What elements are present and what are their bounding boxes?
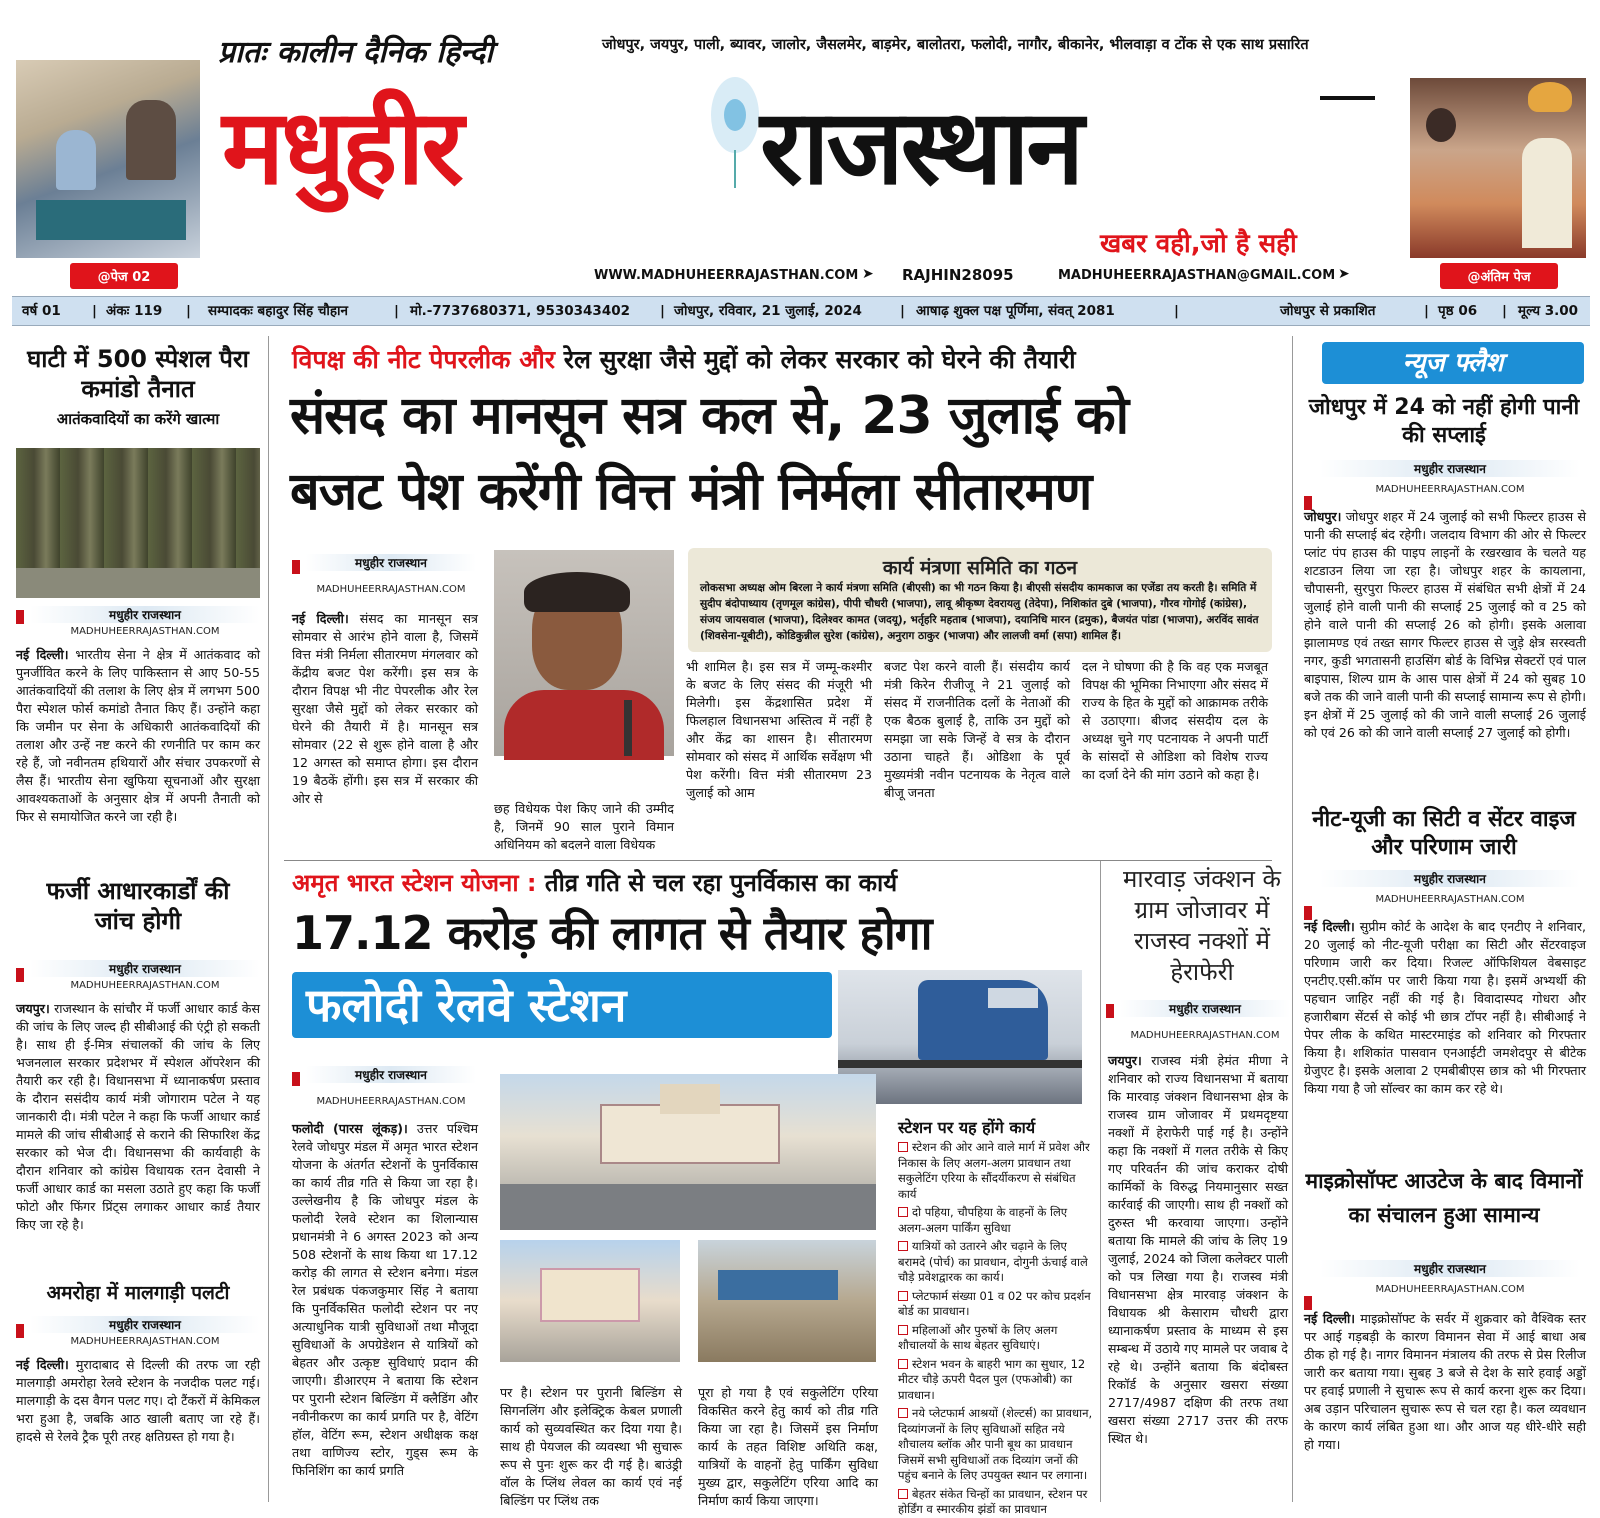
station-platform-photo: [500, 1240, 680, 1362]
lead-headline-line2: बजट पेश करेंगी वित्त मंत्री निर्मला सीतारमण: [290, 462, 1092, 522]
date: जोधपुर, रविवार, 21 जुलाई, 2024: [674, 303, 862, 319]
left-subhead-1: आतंकवादियों का करेंगे खात्मा: [56, 410, 220, 428]
lead-headline-line1: संसद का मानसून सत्र कल से, 23 जुलाई को: [290, 386, 1129, 446]
committee-box-text: लोकसभा अध्यक्ष ओम बिरला ने कार्य मंत्रणा समिति (बीएसी) का भी गठन किया है। बीएसी संसदीय कामकाज का एजेंडा तय करती है। समिति में सुदीप बंदोपाध्याय (तृणमूल कांग्रेस), पीपी चौधरी (भाजपा), लावू श्रीकृष्ण देवरायलु (तेदेपा), निशिकांत दुबे (भाजपा), गौरव गोगोई (कांग्रेस), संजय जायसवाल (भाजपा), दिलेश्वर कामत (जदयू), भर्तृहरि महताब (भाजपा), दयानिधि मारन (द्रमुक), बैजयंत पांडा (भाजपा), अरविंद सावंत (शिवसेना-यूबीटी), कोडिकुन्नील सुरेश (कांग्रेस), अनुराग ठाकुर (भाजपा) और लालजी वर्मा (सपा) शामिल हैं।: [700, 582, 1259, 642]
hindu-date: आषाढ़ शुक्ल पक्ष पूर्णिमा, संवत् 2081: [916, 303, 1115, 319]
email-link[interactable]: MADHUHEERRAJASTHAN@GMAIL.COM: [1058, 268, 1336, 283]
source-url: MADHUHEERRAJASTHAN.COM: [70, 980, 220, 991]
left-headline-1: घाटी में 500 स्पेशल पैरा कमांडो तैनात: [27, 345, 249, 403]
committee-box-title: कार्य मंत्रणा समिति का गठन: [882, 557, 1078, 579]
editor: सम्पादकः बहादुर सिंह चौहान: [208, 303, 349, 319]
registration-number: RAJHIN28095: [902, 266, 1014, 284]
marker: [292, 1072, 300, 1086]
website-link[interactable]: WWW.MADHUHEERRAJASTHAN.COM: [594, 268, 859, 283]
published-from: जोधपुर से प्रकाशित: [1280, 303, 1376, 319]
pointer-icon: ➤: [862, 266, 874, 282]
work-item: प्लेटफार्म संख्या 01 व 02 पर कोच प्रदर्शन बोर्ड का प्रावधान।: [898, 1289, 1094, 1320]
station-render-photo: [500, 1074, 876, 1230]
info-bar: वर्ष 01 | अंकः 119 | सम्पादकः बहादुर सिंह चौहान | मो.-7737680371, 9530343402 | जोधपुर, रविवार, 21 जुलाई, 2024 | आषाढ़ शुक्ल पक्ष पूर्णिमा, संवत् 2081 | जोधपुर से प्रकाशित | पृष्ठ 06 | मूल्य 3.00: [12, 296, 1590, 326]
marker: [1106, 1004, 1114, 1018]
right-headline-3: माइक्रोसॉफ्ट आउटेज के बाद विमानों का संचालन हुआ सामान्य: [1305, 1169, 1583, 1227]
marker: [1304, 1296, 1312, 1310]
station-headline: 17.12 करोड़ की लागत से तैयार होगा: [292, 906, 932, 960]
station-kicker-red: अमृत भारत स्टेशन योजना :: [292, 869, 537, 897]
lead-kicker-red: विपक्ष की नीट पेपरलीक और: [292, 345, 555, 374]
byline: मधुहीर राजस्थान: [306, 1066, 476, 1083]
masthead-title-red: मधुहीर: [222, 86, 461, 208]
left-headline-3: अमरोहा में मालगाड़ी पलटी: [46, 1282, 230, 1304]
source-url: MADHUHEERRAJASTHAN.COM: [316, 1096, 466, 1107]
lead-col-4: बजट पेश करने वाली हैं। संसदीय कार्य मंत्री किरेन रीजीजू ने 21 जुलाई को संसद में राजनीतिक दलों के नेताओं की एक बैठक बुलाई है, ताकि उन मुद्दों को समझा जा सके जिन्हें वे सत्र के दौरान उठाना चाहते हैं। ओडिशा के पूर्व मुख्यमंत्री नवीन पटनायक के नेतृत्व वाले बीजू जनता: [884, 659, 1070, 800]
byline: मधुहीर राजस्थान: [1320, 870, 1580, 887]
column-rule: [268, 336, 269, 1502]
station-works-list: [898, 1140, 1094, 1516]
lead-col-3: भी शामिल है। इस सत्र में जम्मू-कश्मीर के बजट के लिए संसद की मंजूरी भी मिलेगी। इस केंद्रशासित प्रदेश में फिलहाल विधानसभा अस्तित्व में नहीं है और केंद्र का शासन है। सीतारमण सोमवार को संसद में आर्थिक सर्वेक्षण भी पेश करेंगी। वित्त मंत्री सीतारमण 23 जुलाई को आम: [686, 659, 872, 800]
work-item: बेहतर संकेत चिन्हों का प्रावधान, स्टेशन पर होर्डिंग व स्मारकीय झंडों का प्रावधान: [898, 1487, 1094, 1518]
lead-col-2: छह विधेयक पेश किए जाने की उम्मीद है, जिनमें 90 साल पुराने विमान अधिनियम को बदलने वाला विधेयक: [494, 801, 674, 852]
column-rule: [1100, 860, 1101, 1502]
station-works-title: स्टेशन पर यह होंगे कार्य: [898, 1118, 1036, 1137]
source-url: MADHUHEERRAJASTHAN.COM: [1130, 1030, 1280, 1041]
commandos-photo: [16, 448, 260, 598]
sitharaman-photo: [494, 550, 674, 756]
work-item: यात्रियों को उतारने और चढ़ाने के लिए बरामदे (पोर्च) का प्रावधान, दोगुनी ऊंचाई वाले चौड़े प्रवेशद्वारक का कार्य।: [898, 1239, 1094, 1286]
masthead-title-black: राजस्थान: [760, 86, 1082, 208]
article-body: जोधपुर। जोधपुर शहर में 24 जुलाई को सभी फिल्टर हाउस से पानी की सप्लाई बंद रहेगी। जलदाय विभाग की ओर से फिल्टर प्लांट पंप हाउस की पाइप लाइनों के रखरखाव के चलते यह शटडाउन लिया जा रहा है। जोधपुर शहर के कायलाना, चौपासनी, सुरपुरा फिल्टर हाउस में संबंधित सभी क्षेत्रों में 24 जुलाई होने वाली पानी की सप्लाई 25 जुलाई को व 25 को होने वाले पानी की सप्लाई 26 को होगी। इसके अलावा झालामण्ड एवं तख्त सागर फिल्टर हाउस से जुड़े क्षेत्र सरस्वती नगर, कुडी भगतासनी हाउसिंग बोर्ड के विभिन्न सेक्टरों एवं पाल बाइपास, शिल्प ग्राम के आस पास क्षेत्रों में 24 को सुबह 10 बजे तक की जाने वाली पानी की सप्लाई सामान्य रूप से होगी। इन क्षेत्रों में 25 जुलाई को की जाने वाली सप्लाई 26 जुलाई को एवं 26 को की जाने वाली सप्लाई 27 जुलाई को होगी।: [1304, 509, 1586, 740]
marker: [16, 1324, 24, 1338]
byline: मधुहीर राजस्थान: [1320, 1260, 1580, 1277]
left-page-badge[interactable]: @पेज 02: [70, 263, 178, 289]
station-kicker-black: तीव्र गति से चल रहा पुनर्विकास का कार्य: [544, 869, 898, 897]
right-headline-2: नीट-यूजी का सिटी व सेंटर वाइज और परिणाम जारी: [1312, 807, 1576, 860]
lead-kicker-black: रेल सुरक्षा जैसे मुद्दों को लेकर सरकार को घेरने की तैयारी: [563, 345, 1076, 374]
construction-photo: [698, 1240, 876, 1362]
source-url: MADHUHEERRAJASTHAN.COM: [1375, 1284, 1525, 1295]
source-url: MADHUHEERRAJASTHAN.COM: [70, 626, 220, 637]
marker: [292, 560, 300, 574]
byline: मधुहीर राजस्थान: [30, 960, 260, 977]
left-photo: [16, 60, 200, 258]
work-item: स्टेशन की ओर आने वाले मार्ग में प्रवेश और निकास के लिए अलग-अलग प्रावधान तथा सकुलेटिंग एरिया के सौंदर्यीकरण से संबंधित कार्य: [898, 1140, 1094, 1202]
article-body: नई दिल्ली। भारतीय सेना ने क्षेत्र में आतंकवाद को पुनर्जीवित करने के लिए पाकिस्तान से आए 50-55 आतंकवादियों की तलाश के लिए क्षेत्र में लगभग 500 पैरा स्पेशल फोर्स कमांडो तैनात किए हैं। उन्होंने कहा कि जमीन पर सेना के अधिकारी आतंकवादियों की तलाश और उन्हें नष्ट करने की रणनीति पर काम कर रहे हैं, जो नवीनतम हथियारों और संचार उपकरणों से लैस हैं। भारतीय सेना खुफिया सूचनाओं और सुरक्षा आवश्यकताओं के अनुसार क्षेत्र में अपनी तैनाती को फिर से समायोजित करने जा रही है।: [16, 647, 261, 824]
slogan: खबर वही,जो है सही: [1100, 229, 1297, 259]
source-url: MADHUHEERRAJASTHAN.COM: [316, 584, 466, 595]
page-count: पृष्ठ 06: [1438, 303, 1478, 319]
marker: [16, 968, 24, 982]
column-rule: [1292, 336, 1293, 1502]
tagline: प्रातः कालीन दैनिक हिन्दी: [218, 35, 493, 70]
byline: मधुहीर राजस्थान: [30, 1316, 260, 1333]
editions-line: जोधपुर, जयपुर, पाली, ब्यावर, जालोर, जैसलमेर, बाड़मेर, बालोतरा, फलोदी, नागौर, बीकानेर, भीलवाड़ा व टोंक से एक साथ प्रसारित: [602, 37, 1309, 53]
issue: अंकः 119: [106, 303, 163, 319]
lead-col-1: नई दिल्ली। संसद का मानसून सत्र सोमवार से आरंभ होने वाला है, जिसमें वित्त मंत्री निर्मला सीतारमण मंगलवार को केंद्रीय बजट पेश करेंगी। इस सत्र के दौरान विपक्ष भी नीट पेपरलीक और रेल सुरक्षा जैसे मुद्दों को लेकर सरकार को घेरने की तैयारी में है। मानसून सत्र सोमवार (22 से शुरू होने वाला है और 12 अगस्त को समाप्त होगा। इस दौरान 19 बैठकें होंगी। इस सत्र में सरकार की ओर से: [292, 611, 478, 806]
byline: मधुहीर राजस्थान: [1120, 1000, 1290, 1017]
work-item: महिलाओं और पुरुषों के लिए अलग शौचालयों के साथ बेहतर सुविधाएं।: [898, 1323, 1094, 1354]
marwar-body: जयपुर। राजस्व मंत्री हेमंत मीणा ने शनिवार को राज्य विधानसभा में बताया कि मारवाड़ जंक्शन विधानसभा क्षेत्र के राजस्व ग्राम जोजावर में प्रथमदृष्टया नक्शों में हेराफेरी पाई गई है। उन्होंने कहा कि नक्शों में गलत तरीके से किए गए परिवर्तन की जांच कराकर दोषी कार्मिकों के विरुद्ध नियमानुसार सख्त कार्रवाई की जाएगी। साथ ही नक्शों को दुरुस्त भी करवाया जाएगा। उन्होंने बताया कि मामले की जांच के लिए 19 जुलाई, 2024 को जिला कलेक्टर पाली को पत्र लिखा गया है। राजस्व मंत्री विधानसभा क्षेत्र मारवाड़ जंक्शन के विधायक श्री केसाराम चौधरी द्वारा ध्यानाकर्षण प्रस्ताव के माध्यम से इस सम्बन्ध में उठाये गए मामले पर जवाब दे रहे थे। उन्होंने बताया कि बंदोबस्त रिकॉर्ड के अनुसार खसरा संख्या 2717/4987 दक्षिण की तरफ तथा खसरा संख्या 2717 उत्तर की तरफ स्थित थे।: [1108, 1053, 1288, 1446]
article-body: नई दिल्ली। सुप्रीम कोर्ट के आदेश के बाद एनटीए ने शनिवार, 20 जुलाई को नीट-यूजी परीक्षा का सिटी और सेंटरवाइज परिणाम जारी कर दिया। रिजल्ट ऑफिशियल वेबसाइट एनटीए.एसी.कॉम पर जारी किया गया है। इसमें अभ्यर्थी की पहचान जाहिर नहीं की गई है। विवादास्पद गोधरा और हजारीबाग सेंटर्स से कोई भी छात्र टॉपर नहीं है। सीबीआई ने पेपर लीक के कथित मास्टरमाइंड को शनिवार को गिरफ्तार किया है। शशिकांत पासवान एनआईटी जमशेदपुर से बीटेक ग्रेजुएट है। इसके अलावा 2 एमबीबीएस छात्र को भी गिरफ्तार किया गया है जो सॉल्वर का काम कर रहे थे।: [1304, 919, 1587, 1096]
article-body: नई दिल्ली। माइक्रोसॉफ्ट के सर्वर में शुक्रवार को वैश्विक स्तर पर आई गड़बड़ी के कारण विमानन सेवा में आई बाधा अब ठीक हो गई है। नागर विमानन मंत्रालय की तरफ से प्रेस रिलीज जारी कर बताया गया। सुबह 3 बजे से देश के सारे हवाई अड्डों पर हवाई प्रणाली ने सुचारू रूप से कार्य करना शुरू कर दिया। अब उड़ान परिचालन सुचारू रूप से चल रहा है। कल व्यवधान के कारण कार्य लंबित हुआ था। और आज यह धीरे-धीरे सही हो गया।: [1304, 1311, 1586, 1452]
byline: मधुहीर राजस्थान: [306, 554, 476, 571]
work-item: स्टेशन भवन के बाहरी भाग का सुधार, 12 मीटर चौड़े ऊपरी पैदल पुल (एफओबी) का प्रावधान।: [898, 1357, 1094, 1404]
article-body: जयपुर। राजस्थान के सांचौर में फर्जी आधार कार्ड केस की जांच के लिए जल्द ही सीबीआई की एंट्री हो सकती है। साथ ही ई-मित्र संचालकों की जांच के लिए भजनलाल सरकार प्रदेशभर में स्पेशल ऑपरेशन की तैयारी कर रही है। विधानसभा में ध्यानाकर्षण प्रस्ताव के दौरान ससंदीय कार्य मंत्री जोगाराम पटेल ने यह जानकारी दी। मंत्री पटेल ने कहा कि फर्जी आधार कार्ड मामले की जांच सीबीआई से कराने की सिफारिश केंद्र सरकार को भेज दी। विधानसभा की कार्यवाही के दौरान शनिवार को कांग्रेस विधायक रतन देवासी ने फर्जी आधार कार्ड का मसला उठाते हुए कहा कि फर्जी फोटो और फिंगर प्रिंट्स लगाकर आधार कार्ड तैयार किए जा रहे है।: [16, 1001, 260, 1232]
marker: [16, 610, 24, 624]
mobile: मो.-7737680371, 9530343402: [410, 303, 630, 319]
masthead-arrow-line: [1320, 96, 1375, 100]
station-col-2: पर है। स्टेशन पर पुरानी बिल्डिंग से सिगनलिंग और इलेक्ट्रिक केबल प्रणाली कार्य को सुव्यवस्थित कर दिया गया है। साथ ही पेयजल की व्यवस्था भी सुचारू रूप से पुनः शुरू कर दी गई है। बाउंड्री वॉल के प्लिंथ लेवल का कार्य एवं नई बिल्डिंग पर प्लिंथ तक: [500, 1385, 682, 1508]
right-photo: [1410, 78, 1586, 258]
byline: मधुहीर राजस्थान: [30, 606, 260, 623]
source-url: MADHUHEERRAJASTHAN.COM: [1375, 894, 1525, 905]
article-body: नई दिल्ली। मुरादाबाद से दिल्ली की तरफ जा रही मालगाड़ी अमरोहा रेलवे स्टेशन के नजदीक पलट गई। मालगाड़ी के दस वैगन पलट गए। दो टैंकरों में केमिकल भरा हुआ है, जबकि आठ खाली बताए जा रहे हैं। हादसे से रेलवे ट्रैक पूरी तरह क्षतिग्रस्त हो गया है।: [16, 1357, 260, 1444]
news-flash-banner: न्यूज फ्लैश: [1322, 342, 1584, 384]
left-headline-2: फर्जी आधारकार्डों की जांच होगी: [46, 877, 230, 935]
right-page-badge[interactable]: @अंतिम पेज: [1440, 263, 1558, 289]
source-url: MADHUHEERRAJASTHAN.COM: [70, 1336, 220, 1347]
station-banner: फलोदी रेलवे स्टेशन: [292, 972, 832, 1038]
marwar-headline: मारवाड़ जंक्शन के ग्राम जोजावर में राजस्व नक्शों में हेराफेरी: [1123, 865, 1281, 986]
right-headline-1: जोधपुर में 24 को नहीं होगी पानी की सप्लाई: [1308, 395, 1580, 448]
section-divider: [284, 860, 1272, 861]
byline: मधुहीर राजस्थान: [1320, 460, 1580, 477]
year: वर्ष 01: [22, 303, 61, 319]
pointer-icon: ➤: [1338, 266, 1350, 282]
work-item: दो पहिया, चौपहिया के वाहनों के लिए अलग-अलग पार्किंग सुविधा: [898, 1205, 1094, 1236]
lead-col-5: दल ने घोषणा की है कि वह एक मजबूत विपक्ष की भूमिका निभाएगा और संसद में राज्य के हित के मुद्दों को आक्रामक तरीके से उठाएगा। बीजद संसदीय दल के अध्यक्ष चुने गए पटनायक ने अपनी पार्टी के सांसदों से ओडिशा को विशेष राज्य का दर्जा देने की मांग उठाने को कहा है।: [1082, 659, 1268, 782]
lead-kicker: [292, 342, 1076, 376]
source-url: MADHUHEERRAJASTHAN.COM: [1375, 484, 1525, 495]
station-col-3: पूरा हो गया है एवं सकुलेटिंग एरिया विकसित करने हेतु कार्य को तीव्र गति किया जा रहा है। जिसमें इस निर्माण कार्य के तहत विशिष्ट अथिति कक्ष, यात्रियों के वाहनों हेतु पार्किंग सुविधा मुख्य द्वार, सकुलेटिंग एरिया आदि का निर्माण कार्य किया जाएगा।: [698, 1385, 878, 1508]
price: मूल्य 3.00: [1518, 303, 1579, 319]
station-col-1: फलोदी (पारस लूंकड़)। उत्तर पश्चिम रेलवे जोधपुर मंडल में अमृत भारत स्टेशन योजना के अंतर्गत स्टेशनों के पुनर्विकास का कार्य तीव्र गति से किया जा रहा है। उल्लेखनीय है कि जोधपुर मंडल के फलोदी रेलवे स्टेशन का शिलान्यास प्रधानमंत्री ने 6 अगस्त 2023 को अन्य 508 स्टेशनों के साथ किया था 17.12 करोड़ की लागत से स्टेशन बनेगा। मंडल रेल प्रबंधक पंकजकुमार सिंह ने बताया कि पुनर्विकसित फलोदी स्टेशन पर नए अत्याधुनिक यात्री सुविधाओं तथा मौजूदा सुविधाओं के अपग्रेडेशन से यात्रियों को बेहतर और उत्कृष्ट सुविधाएं प्रदान की जाएगी। डीआरएम ने बताया कि स्टेशन पर पुरानी स्टेशन बिल्डिंग में क्लैडिंग और नवीनीकरण का कार्य प्रगति पर है, वेटिंग हॉल, वेटिंग रूम, स्टेशन अधीक्षक कक्ष तथा वाणिज्य स्टोर, गुड्स रूम के फिनिशिंग का कार्य प्रगति: [292, 1121, 479, 1478]
work-item: नये प्लेटफार्म आश्रयों (शेल्टर्स) का प्रावधान, दिव्यांगजनों के लिए सुविधाओं सहित नये शौचालय ब्लॉक और पानी बूथ का प्रावधान जिसमें सभी सुविधाओं तक दिव्यांग जनों की पहुंच बनाने के लिए उपयुक्त स्थान पर लगाना।: [898, 1406, 1093, 1482]
station-kicker: [292, 866, 897, 899]
